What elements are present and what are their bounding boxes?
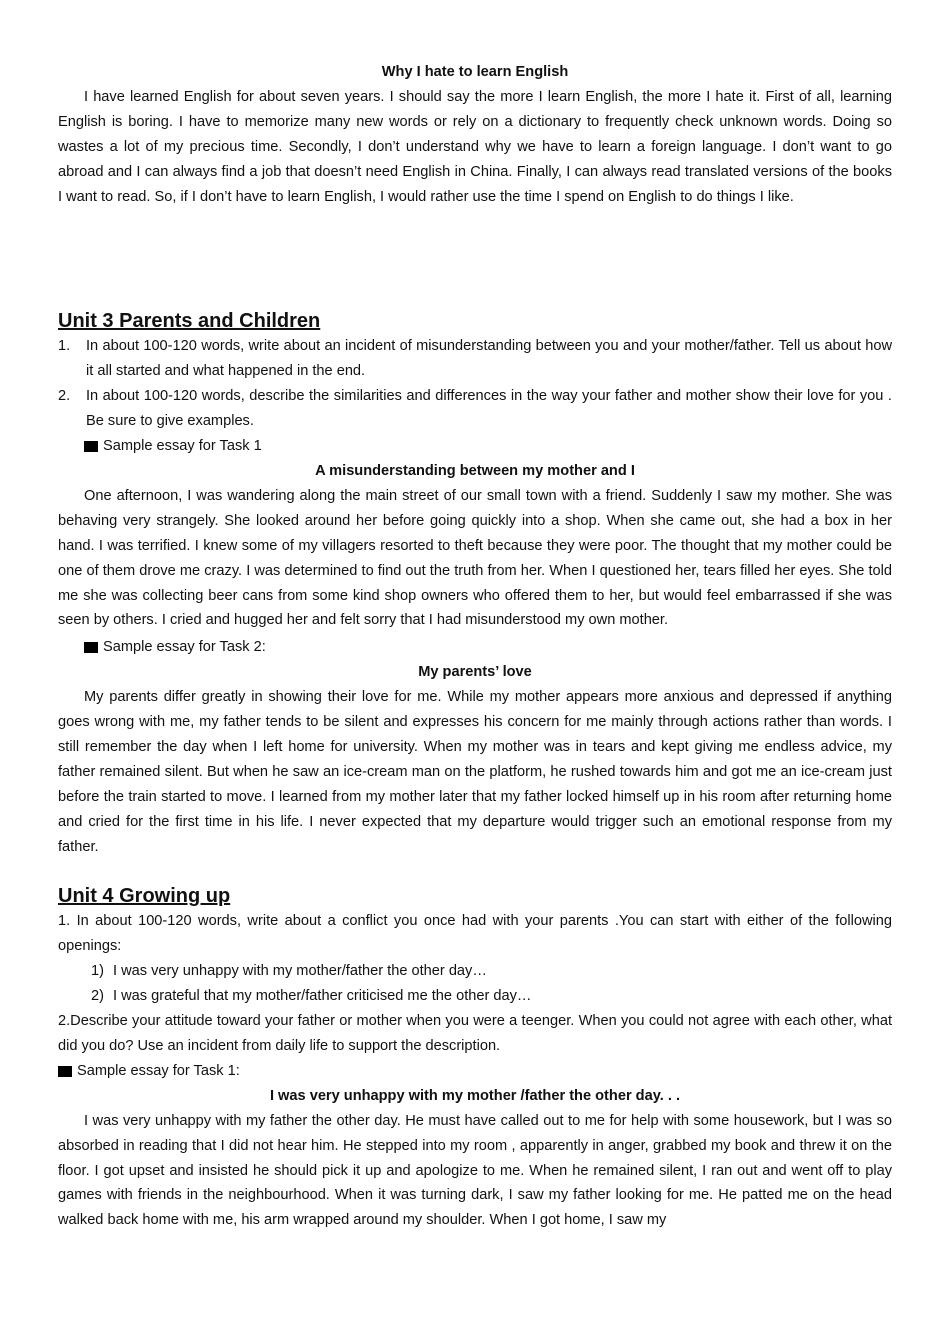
black-square-bullet-icon bbox=[58, 1066, 72, 1077]
unit4-sample1-label bbox=[58, 1059, 892, 1084]
unit3-heading: Unit 3 Parents and Children bbox=[58, 310, 321, 333]
unit4-openings-list bbox=[58, 959, 892, 1009]
sample-label-text: Sample essay for Task 1: bbox=[77, 1062, 240, 1079]
unit4-opening-1 bbox=[91, 959, 892, 984]
unit4-task-2: 2.Describe your attitude toward your father or mother when you were a teenger. When you could not agree with each other, what did you do? Use an incident from daily life to support the description. bbox=[58, 1013, 892, 1054]
black-square-bullet-icon bbox=[84, 642, 98, 653]
unit3-essay2-paragraph: My parents differ greatly in showing their love for me. While my mother appears more anxious and depressed if anything goes wrong with me, my father tends to be silent and expresses his concern for me mainly through actions rather than words. I still remember the day when I left home for university. When my mother was in tears and kept giving me endless advice, my father remained silent. But when he saw an ice-cream man on the platform, he rushed towards him and got me an ice-cream just before the train started to move. I learned from my mother later that my father locked himself up in his room after returning home and cried for the first time in his life. I never expected that my departure would trigger such an emotional response from my father. bbox=[58, 689, 892, 855]
unit4-task-1: 1. In about 100-120 words, write about a conflict you once had with your parents .You can start with either of the following openings: bbox=[58, 913, 892, 955]
opening-text: I was very unhappy with my mother/father the other day… bbox=[113, 963, 487, 980]
black-square-bullet-icon bbox=[84, 441, 98, 452]
unit3-essay2-title: My parents’ love bbox=[418, 664, 532, 681]
task-text: In about 100-120 words, write about an incident of misunderstanding between you and your mother/father. Tell us about how it all started and what happened in the end. bbox=[86, 338, 892, 380]
task-number: 2. bbox=[58, 388, 71, 405]
unit3-task-1 bbox=[58, 334, 892, 384]
unit4-essay1-title: I was very unhappy with my mother /father the other day. . . bbox=[269, 1087, 681, 1104]
section-spacer bbox=[58, 209, 892, 308]
task-number: 1. bbox=[58, 338, 71, 355]
opening-number: 2) bbox=[91, 988, 104, 1005]
unit3-essay1-title: A misunderstanding between my mother and I bbox=[315, 462, 635, 479]
unit3-task-2 bbox=[58, 384, 892, 434]
unit4-heading: Unit 4 Growing up bbox=[58, 885, 231, 908]
unit3-sample1-label bbox=[58, 434, 892, 459]
task-text: In about 100-120 words, describe the similarities and differences in the way your father and mother show their love for you . Be sure to give examples. bbox=[86, 388, 892, 430]
unit3-essay1-paragraph: One afternoon, I was wandering along the main street of our small town with a friend. Suddenly I saw my mother. She was behaving very strangely. She looked around her before going quickly into a shop. When she came out, she had a box in her hand. I was terrified. I knew some of my villagers resorted to theft because they were poor. The thought that my mother could be one of them drove me crazy. I was determined to find out the truth from her. When I questioned her, tears filled her eyes. She told me she was collecting beer cans from some kind shop owners who offered them to her, but would feel embarrassed if she was seen by others. I cried and hugged her and felt sorry that I had misunderstood my own mother. bbox=[58, 487, 892, 629]
opening-text: I was grateful that my mother/father criticised me the other day… bbox=[113, 988, 532, 1005]
sample-label-text: Sample essay for Task 1 bbox=[103, 438, 262, 455]
intro-essay-paragraph: I have learned English for about seven years. I should say the more I learn English, the more I hate it. First of all, learning English is boring. I have to memorize many new words or rely on a dictionary to frequently check unknown words. Doing so wastes a lot of my precious time. Secondly, I don’t understand why we have to learn a foreign language. I don’t want to go abroad and I can always find a job that doesn’t need English in China. Finally, I can always read translated versions of the books I want to read. So, if I don’t have to learn English, I would rather use the time I spend on English to do things I like. bbox=[58, 88, 892, 205]
unit3-task-list bbox=[58, 334, 892, 434]
unit3-sample2-label bbox=[58, 635, 892, 660]
opening-number: 1) bbox=[91, 963, 104, 980]
unit4-opening-2 bbox=[91, 984, 892, 1009]
document-page bbox=[58, 60, 892, 1233]
unit4-essay1-paragraph: I was very unhappy with my father the other day. He must have called out to me for help with some housework, but I was so absorbed in reading that I did not hear him. He stepped into my room , apparently in anger, grabbed my book and threw it on the floor. I got upset and insisted he should pick it up and apologize to me. When he remained silent, I ran out and went off to play games with friends in the neighbourhood. When it was turning dark, I saw my father looking for me. He patted me on the head walked back home with me, his arm wrapped around my shoulder. When I got home, I saw my bbox=[58, 1112, 892, 1229]
sample-label-text: Sample essay for Task 2: bbox=[103, 639, 266, 656]
section-spacer bbox=[58, 859, 892, 883]
intro-essay-title: Why I hate to learn English bbox=[381, 64, 569, 80]
